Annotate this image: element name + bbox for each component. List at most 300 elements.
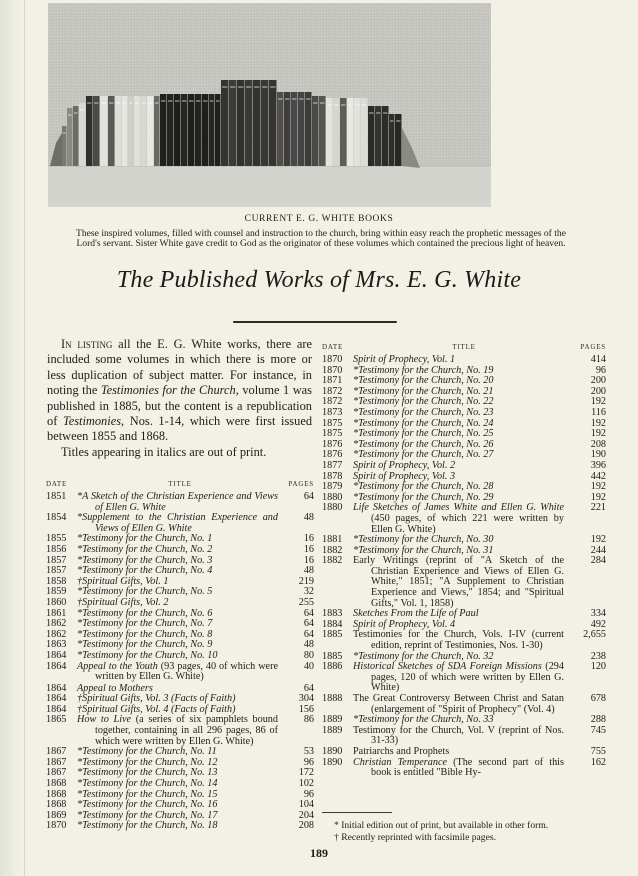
row-title-text: Testimonies for the Church, Vols. I-IV	[353, 629, 526, 641]
book-spine-label	[196, 100, 201, 102]
row-pages: 64	[303, 628, 314, 640]
book-spine-label	[327, 104, 332, 106]
intro-lead: In listing	[61, 337, 113, 351]
book-spine	[67, 108, 73, 166]
row-pages: 200	[590, 375, 606, 387]
row-title-text: Spirit of Prophecy, Vol. 3	[353, 470, 456, 482]
row-title-text: *Testimony for the Church, No. 31	[353, 544, 494, 556]
row-pages: 208	[590, 438, 606, 450]
book-spine	[298, 92, 305, 166]
book-spine	[291, 92, 298, 166]
row-date: 1856	[46, 543, 67, 555]
row-title-text: *Testimony for the Church, No. 15	[77, 788, 218, 800]
row-title-text: *Testimony for the Church, No. 18	[77, 820, 218, 832]
row-title-text: *Testimony for the Church, No. 26	[353, 438, 494, 450]
shelf-surface	[48, 166, 491, 207]
table-row	[320, 503, 608, 535]
row-title	[353, 694, 564, 715]
book-spine	[253, 80, 261, 166]
book-spine	[221, 80, 229, 166]
table-body	[44, 492, 316, 832]
book-spine	[375, 106, 382, 166]
book-spine-label	[390, 120, 394, 122]
row-date: 1867	[46, 746, 67, 758]
row-date: 1882	[322, 544, 343, 556]
book-spine-label	[142, 102, 146, 104]
book-spine-label	[246, 86, 252, 88]
table-row	[320, 758, 608, 779]
row-title-note: (reprint of Nos. 31-33)	[371, 724, 564, 747]
row-date: 1864	[46, 660, 67, 672]
row-title-note: (450 pages, of which 221 were written by Ellen G. White)	[371, 512, 564, 535]
row-pages: 208	[298, 820, 314, 832]
book-spine	[93, 96, 100, 166]
book-spine-label	[222, 86, 228, 88]
row-title-text: *Testimony for the Church, No. 1	[77, 533, 213, 545]
book-spine-label	[369, 112, 374, 114]
row-pages: 396	[590, 459, 606, 471]
row-date: 1858	[46, 575, 67, 587]
row-date: 1876	[322, 449, 343, 461]
row-date: 1870	[322, 354, 343, 365]
book-spine	[108, 96, 115, 166]
row-pages: 238	[590, 650, 606, 662]
row-pages: 200	[590, 385, 606, 397]
row-date: 1875	[322, 417, 343, 429]
table-body	[320, 355, 608, 779]
book-spine-label	[101, 102, 107, 104]
book-spine-label	[80, 109, 85, 111]
row-title-text: *Testimony for the Church, No. 23	[353, 406, 494, 418]
row-title-text: †Spiritual Gifts, Vol. 4 (Facts of Faith)	[77, 703, 236, 715]
row-title	[77, 715, 278, 747]
intro-italic-testimonies-2: Testimonies,	[62, 414, 125, 429]
footnotes	[322, 812, 608, 843]
book-spine-label	[348, 104, 353, 106]
header-title: TITLE	[452, 343, 476, 351]
row-title-note: (93 pages, 40 of which were written by Ellen G. White)	[95, 660, 278, 683]
row-date: 1864	[46, 703, 67, 715]
book-spine-label	[230, 86, 236, 88]
book-spine	[181, 94, 188, 166]
table-row	[320, 630, 608, 651]
table-row	[320, 556, 608, 609]
row-pages: 96	[303, 788, 314, 800]
row-title-text: *Testimony for the Church, No. 11	[77, 746, 217, 758]
book-spine-label	[94, 102, 99, 104]
row-date: 1861	[46, 607, 67, 619]
row-pages: 192	[590, 491, 606, 503]
row-date: 1869	[46, 809, 67, 821]
row-date: 1860	[46, 596, 67, 608]
row-pages: 53	[303, 746, 314, 758]
row-title-text: Early Writings	[353, 555, 419, 567]
row-date: 1884	[322, 618, 343, 630]
row-title-text: *Testimony for the Church, No. 12	[77, 756, 218, 768]
row-title-text: *Testimony for the Church, No. 19	[353, 364, 494, 376]
book-spine-label	[320, 102, 325, 104]
row-title-note: (a series of six pamphlets bound together, containing in all 296 pages, 86 of which were written by Ellen G. White)	[95, 714, 278, 747]
book-spine	[269, 80, 277, 166]
book-spine	[340, 98, 347, 166]
book-spine-label	[292, 98, 297, 100]
row-pages: 255	[298, 596, 314, 608]
row-date: 1885	[322, 650, 343, 662]
table-row	[44, 715, 316, 747]
book-spine-label	[87, 102, 92, 104]
row-title-text: Life Sketches of James White and Ellen G. White	[353, 502, 564, 514]
row-pages: 120	[590, 661, 606, 673]
row-title-text: *Testimony for the Church, No. 33	[353, 714, 494, 726]
row-title-text: *Supplement to the Christian Experience and Views of Ellen G. White	[77, 512, 278, 534]
works-table-left	[44, 480, 316, 832]
row-date: 1868	[46, 788, 67, 800]
row-pages: 192	[590, 417, 606, 429]
table-row	[44, 662, 316, 683]
row-date: 1864	[46, 649, 67, 661]
book-spine	[100, 96, 108, 166]
book-spine	[361, 98, 368, 166]
row-date: 1881	[322, 534, 343, 546]
book-spine-label	[285, 98, 290, 100]
book-spine-label	[203, 100, 208, 102]
row-title-text: *Testimony for the Church, No. 10	[77, 649, 218, 661]
row-title-text: *Testimony for the Church, No. 22	[353, 396, 494, 408]
row-title-text: *Testimony for the Church, No. 16	[77, 799, 218, 811]
row-date: 1870	[46, 820, 67, 832]
row-pages: 745	[590, 724, 606, 736]
row-date: 1889	[322, 724, 343, 736]
book-spine-label	[355, 104, 360, 106]
intro-text-b: volume 1 was published in 1885, but the content is a republication of	[47, 383, 312, 429]
row-pages: 204	[298, 809, 314, 821]
row-pages: 2,655	[583, 629, 606, 641]
row-title-text: *Testimony for the Church, No. 17	[77, 809, 218, 821]
book-spine-label	[238, 86, 244, 88]
book-spine-label	[135, 102, 140, 104]
row-date: 1885	[322, 629, 343, 641]
header-date: DATE	[322, 343, 344, 351]
row-title-text: *Testimony for the Church, No. 5	[77, 586, 213, 598]
book-spine	[354, 98, 361, 166]
row-date: 1873	[322, 406, 343, 418]
row-pages: 102	[298, 778, 314, 790]
row-pages: 16	[303, 554, 314, 566]
row-pages: 156	[298, 703, 314, 715]
row-pages: 244	[590, 544, 606, 556]
row-title	[353, 556, 564, 609]
row-date: 1867	[46, 756, 67, 768]
book-spine-label	[313, 102, 318, 104]
book-spine	[368, 106, 375, 166]
book-spine	[261, 80, 269, 166]
intro-text	[47, 337, 312, 460]
row-pages: 221	[590, 502, 606, 514]
row-date: 1857	[46, 554, 67, 566]
row-pages: 192	[590, 428, 606, 440]
row-title-text: *Testimony for the Church, No. 21	[353, 385, 494, 397]
book-spine-label	[362, 104, 367, 106]
row-pages: 64	[303, 491, 314, 502]
book-spine	[209, 94, 215, 166]
page-title: The Published Works of Mrs. E. G. White	[116, 267, 522, 293]
row-title-text: *Testimony for the Church, No. 13	[77, 767, 218, 779]
row-title-text: *Testimony for the Church, No. 8	[77, 628, 213, 640]
row-date: 1864	[46, 682, 67, 694]
row-pages: 86	[303, 714, 314, 726]
book-spine-label	[123, 102, 127, 104]
row-pages: 48	[303, 565, 314, 577]
row-date: 1890	[322, 745, 343, 757]
table-row	[44, 492, 316, 513]
footnote-dagger: † Recently reprinted with facsimile pages.	[334, 831, 496, 843]
row-title	[353, 758, 564, 779]
book-spine	[333, 98, 340, 166]
row-title-text: †Spiritual Gifts, Vol. 2	[77, 596, 169, 608]
row-date: 1851	[46, 491, 67, 502]
row-title	[353, 726, 564, 747]
book-spine	[122, 96, 128, 166]
row-pages: 104	[298, 799, 314, 811]
row-pages: 96	[595, 364, 606, 376]
row-title-text: Appeal to the Youth	[77, 660, 158, 672]
row-title-text: The Great Controversy Between Christ and Satan	[353, 693, 564, 704]
row-date: 1870	[322, 364, 343, 376]
row-date: 1876	[322, 438, 343, 450]
title-divider	[233, 321, 397, 323]
row-title	[77, 662, 278, 683]
row-pages: 32	[303, 586, 314, 598]
book-spine	[128, 96, 134, 166]
row-title	[77, 492, 278, 513]
row-date: 1882	[322, 555, 343, 567]
row-title-text: *Testimony for the Church, No. 29	[353, 491, 494, 503]
row-date: 1854	[46, 512, 67, 524]
row-date: 1868	[46, 778, 67, 790]
row-title-text: †Spiritual Gifts, Vol. 3 (Facts of Faith)	[77, 693, 236, 705]
row-title-text: *Testimony for the Church, No. 30	[353, 534, 494, 546]
row-date: 1879	[322, 481, 343, 493]
row-title-text: How to Live	[77, 714, 132, 726]
row-pages: 96	[303, 756, 314, 768]
row-pages: 678	[590, 693, 606, 704]
row-pages: 48	[303, 512, 314, 524]
table-row	[44, 513, 316, 534]
row-title-text: *Testimony for the Church, No. 20	[353, 375, 494, 387]
row-date: 1872	[322, 385, 343, 397]
row-date: 1872	[322, 396, 343, 408]
table-row	[320, 662, 608, 694]
row-title	[77, 513, 278, 534]
row-title-text: Patriarchs and Prophets	[353, 745, 450, 757]
book-spine-label	[254, 86, 260, 88]
row-pages: 288	[590, 714, 606, 726]
row-pages: 284	[590, 555, 606, 567]
book-spine	[229, 80, 237, 166]
row-pages: 190	[590, 449, 606, 461]
row-pages: 64	[303, 682, 314, 694]
header-pages: PAGES	[580, 343, 606, 351]
table-row	[320, 694, 608, 715]
book-spine-label	[299, 98, 304, 100]
book-spine	[79, 103, 86, 166]
row-pages: 162	[590, 756, 606, 768]
row-title-note: (enlargement of "Spirit of Prophecy" (Vol. 4)	[371, 703, 555, 715]
book-spine	[202, 94, 209, 166]
row-date: 1857	[46, 565, 67, 577]
row-date: 1865	[46, 714, 67, 726]
table-row	[320, 726, 608, 747]
row-date: 1880	[322, 502, 343, 514]
row-title-text: *Testimony for the Church, No. 32	[353, 650, 494, 662]
row-title-text: Sketches From the Life of Paul	[353, 608, 479, 620]
row-title-text: Spirit of Prophecy, Vol. 4	[353, 618, 456, 630]
row-title-text: Historical Sketches of SDA Foreign Missions	[353, 661, 542, 673]
book-spine	[154, 96, 160, 166]
row-title-text: Christian Temperance	[353, 756, 447, 768]
row-title-note: (current edition, reprint of Testimonies, Nos. 1-30)	[371, 629, 564, 652]
book-spine	[305, 92, 312, 166]
row-title-text: †Spiritual Gifts, Vol. 1	[77, 575, 169, 587]
book-spine	[167, 94, 174, 166]
row-title-text: Spirit of Prophecy, Vol. 2	[353, 459, 456, 471]
book-spine-label	[109, 102, 114, 104]
row-date: 1855	[46, 533, 67, 545]
row-pages: 755	[590, 745, 606, 757]
row-title-text: Spirit of Prophecy, Vol. 1	[353, 354, 456, 365]
row-date: 1862	[46, 628, 67, 640]
row-date: 1859	[46, 586, 67, 598]
book-spine-label	[270, 86, 276, 88]
book-spine-label	[161, 100, 166, 102]
row-title-text: *Testimony for the Church, No. 7	[77, 618, 213, 630]
book-spine-label	[396, 120, 401, 122]
row-title-note: (reprint of "A Sketch of the Christian Experience and Views of Ellen G. White," 1851; "A Supplement to Christian Experience and Views," 1854; and "Spiritual Gifts," Vol. 1, 1858)	[371, 555, 564, 609]
book-spine-label	[262, 86, 268, 88]
photo-caption-text: These inspired volumes, filled with counsel and instruction to the church, bring within easy reach the prophetic messages of the Lord's servant. Sister White gave credit to God as the originator of these volumes which contained the precious light of heaven.	[76, 228, 566, 249]
book-spine	[188, 94, 195, 166]
book-spine-label	[148, 102, 153, 104]
photo-caption-title: CURRENT E. G. WHITE BOOKS	[244, 214, 394, 224]
book-spine-label	[168, 100, 173, 102]
row-pages: 80	[303, 649, 314, 661]
row-title-note: (294 pages, 120 of which were written by Ellen G. White)	[371, 661, 564, 694]
book-spine	[277, 92, 284, 166]
row-pages: 64	[303, 607, 314, 619]
book-spine	[141, 96, 147, 166]
row-title-text: *Testimony for the Church, No. 24	[353, 417, 494, 429]
row-pages: 172	[298, 767, 314, 779]
table-row	[44, 821, 316, 832]
bookshelf-photo	[48, 3, 491, 207]
works-table-right	[320, 343, 608, 779]
header-title: TITLE	[168, 480, 192, 488]
book-spine	[73, 106, 79, 166]
page-gutter	[0, 0, 26, 876]
row-pages: 192	[590, 481, 606, 493]
row-title-text: *Testimony for the Church, No. 2	[77, 543, 213, 555]
row-date: 1868	[46, 799, 67, 811]
intro-text-a: all the E. G. White works, there are included some volumes in which there is more or less duplication of subject matter. For instance, in noting the	[47, 337, 313, 398]
book-spine-label	[341, 104, 346, 106]
book-spine-label	[116, 102, 121, 104]
row-date: 1863	[46, 639, 67, 651]
book-spine	[319, 96, 326, 166]
row-title	[353, 630, 564, 651]
header-date: DATE	[46, 480, 68, 488]
book-spine-label	[189, 100, 194, 102]
row-pages: 304	[298, 693, 314, 705]
book-spine-label	[306, 98, 311, 100]
intro-paragraph-1	[47, 337, 312, 445]
row-title-text: *Testimony for the Church, No. 25	[353, 428, 494, 440]
row-date: 1862	[46, 618, 67, 630]
row-pages: 442	[590, 470, 606, 482]
intro-italic-testimonies: Testimonies for the Church,	[100, 383, 239, 398]
book-spine	[115, 96, 122, 166]
row-pages: 40	[303, 660, 314, 672]
book-spine	[347, 98, 354, 166]
row-date: 1878	[322, 470, 343, 482]
book-spine	[86, 96, 93, 166]
book-spine	[134, 96, 141, 166]
book-spine	[237, 80, 245, 166]
row-title	[353, 662, 564, 694]
row-title	[353, 503, 564, 535]
header-pages: PAGES	[288, 480, 314, 488]
row-date: 1890	[322, 756, 343, 768]
book-spine	[312, 96, 319, 166]
book-spine-label	[175, 100, 180, 102]
row-date: 1888	[322, 693, 343, 704]
row-pages: 334	[590, 608, 606, 620]
book-spine	[174, 94, 181, 166]
book-spine-label	[278, 98, 283, 100]
book-spine	[160, 94, 167, 166]
row-pages: 116	[591, 406, 606, 418]
row-pages: 16	[303, 533, 314, 545]
bookshelf-illustration	[48, 3, 491, 207]
book-spine-label	[216, 100, 220, 102]
page-number: 189	[310, 846, 328, 860]
row-title-text: *A Sketch of the Christian Experience and Views of Ellen G. White	[77, 491, 278, 513]
intro-paragraph-2: Titles appearing in italics are out of print.	[61, 444, 267, 459]
book-spine-label	[155, 102, 159, 104]
row-date: 1889	[322, 714, 343, 726]
row-title	[77, 821, 278, 832]
row-title-text: *Testimony for the Church, No. 4	[77, 565, 213, 577]
row-pages: 492	[590, 618, 606, 630]
book-spine	[326, 98, 333, 166]
book-spine	[147, 96, 154, 166]
book-spine-label	[210, 100, 214, 102]
row-title-text: *Testimony for the Church, No. 28	[353, 481, 494, 493]
book-spine-label	[68, 114, 72, 116]
row-date: 1875	[322, 428, 343, 440]
row-title-text: Appeal to Mothers	[77, 682, 153, 694]
intro-text-c: Nos. 1-14, which were first issued between 1855 and 1868.	[47, 414, 313, 444]
book-spine-label	[383, 112, 388, 114]
footnote-rule	[322, 812, 392, 813]
row-title-text: *Testimony for the Church, No. 6	[77, 607, 213, 619]
row-date: 1867	[46, 767, 67, 779]
book-spine-label	[74, 112, 78, 114]
book-spine	[284, 92, 291, 166]
gutter-fold-line	[24, 0, 25, 876]
book-spine	[245, 80, 253, 166]
book-spine-label	[129, 102, 133, 104]
row-pages: 16	[303, 543, 314, 555]
